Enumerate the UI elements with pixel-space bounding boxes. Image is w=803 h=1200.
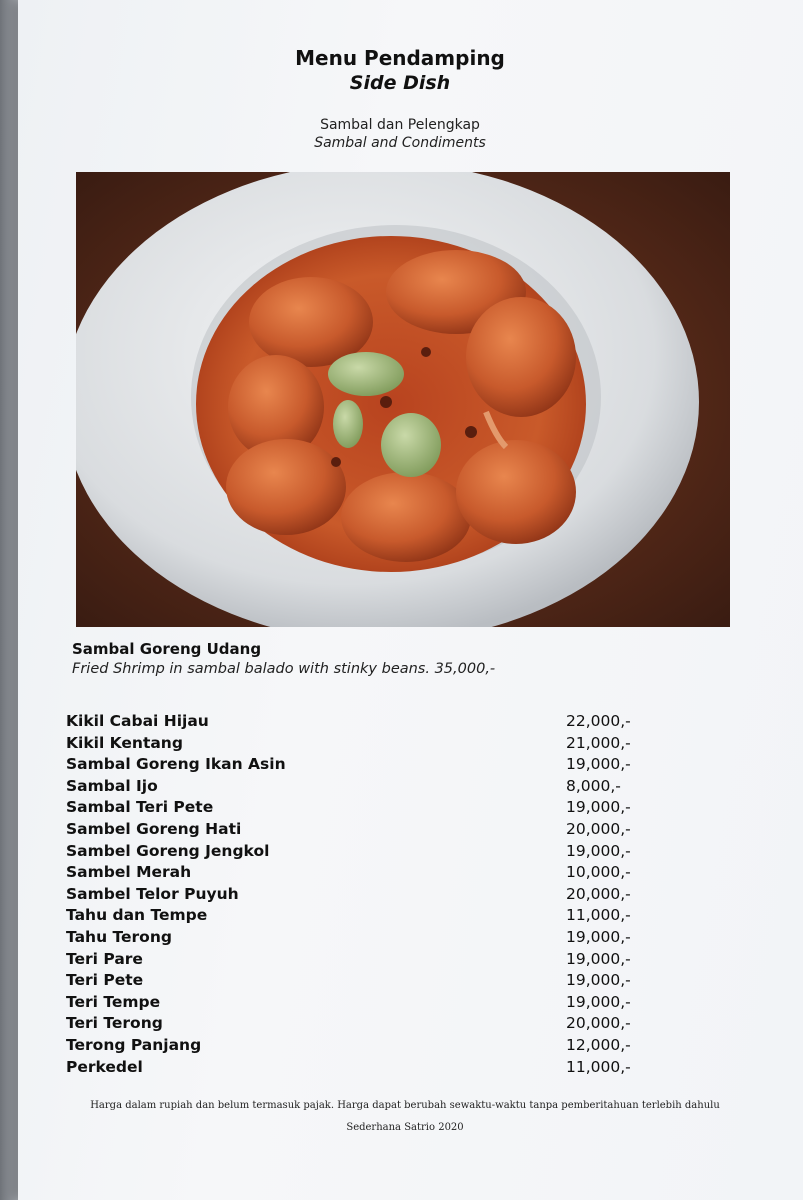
menu-item-name: Teri Tempe <box>66 992 161 1011</box>
menu-item-price: 12,000,- <box>566 1035 631 1054</box>
menu-item-price: 19,000,- <box>566 798 631 817</box>
menu-item-price: 19,000,- <box>566 971 631 990</box>
shrimp-sambal-image <box>76 172 730 627</box>
menu-item <box>66 712 666 734</box>
featured-dish-name: Sambal Goreng Udang <box>72 640 262 658</box>
menu-item <box>66 1036 666 1058</box>
menu-item-name: Sambel Telor Puyuh <box>66 884 239 903</box>
price-disclaimer: Harga dalam rupiah dan belum termasuk pajak. Harga dapat berubah sewaktu-waktu tanpa pemberitahuan terlebih dahulu <box>90 1100 720 1111</box>
menu-item-price: 8,000,- <box>566 776 621 795</box>
menu-item-name: Tahu Terong <box>66 927 172 946</box>
menu-item <box>66 734 666 756</box>
menu-title: Menu Pendamping <box>295 46 505 70</box>
menu-item <box>66 1014 666 1036</box>
menu-item <box>66 820 666 842</box>
menu-item-name: Kikil Kentang <box>66 733 183 752</box>
menu-item <box>66 950 666 972</box>
menu-item <box>66 971 666 993</box>
menu-item-price: 19,000,- <box>566 927 631 946</box>
menu-item-price: 10,000,- <box>566 863 631 882</box>
menu-item <box>66 906 666 928</box>
side-dish-list <box>66 712 666 1079</box>
section-subtitle: Sambal dan Pelengkap <box>320 117 480 133</box>
menu-item-name: Sambal Goreng Ikan Asin <box>66 755 286 774</box>
menu-item <box>66 777 666 799</box>
menu-item-price: 20,000,- <box>566 884 631 903</box>
menu-item <box>66 993 666 1015</box>
menu-item-price: 19,000,- <box>566 949 631 968</box>
menu-item <box>66 885 666 907</box>
menu-item-name: Teri Terong <box>66 1014 163 1033</box>
menu-item <box>66 842 666 864</box>
menu-item-name: Sambel Goreng Hati <box>66 819 242 838</box>
menu-item <box>66 863 666 885</box>
menu-item-name: Perkedel <box>66 1057 143 1076</box>
menu-item-price: 20,000,- <box>566 1014 631 1033</box>
menu-item <box>66 1058 666 1080</box>
menu-item-name: Kikil Cabai Hijau <box>66 712 209 730</box>
menu-item-price: 20,000,- <box>566 819 631 838</box>
menu-item-name: Teri Pete <box>66 971 144 990</box>
menu-item-price: 19,000,- <box>566 992 631 1011</box>
menu-binding-edge <box>0 0 18 1200</box>
menu-item-price: 19,000,- <box>566 841 631 860</box>
menu-item-name: Tahu dan Tempe <box>66 906 208 925</box>
dish-photo <box>76 172 730 627</box>
menu-item <box>66 798 666 820</box>
menu-item-name: Teri Pare <box>66 949 143 968</box>
menu-item-name: Terong Panjang <box>66 1035 202 1054</box>
menu-item-price: 21,000,- <box>566 733 631 752</box>
menu-item-name: Sambal Ijo <box>66 776 158 795</box>
menu-item-price: 19,000,- <box>566 755 631 774</box>
menu-item-price: 11,000,- <box>566 1057 631 1076</box>
menu-item-price: 11,000,- <box>566 906 631 925</box>
menu-item-name: Sambel Goreng Jengkol <box>66 841 270 860</box>
menu-item-name: Sambal Teri Pete <box>66 798 214 817</box>
menu-item-name: Sambel Merah <box>66 863 192 882</box>
menu-item <box>66 928 666 950</box>
footer-credit: Sederhana Satrio 2020 <box>346 1122 464 1133</box>
section-subtitle-english: Sambal and Condiments <box>314 135 486 151</box>
menu-item <box>66 755 666 777</box>
featured-dish-description: Fried Shrimp in sambal balado with stinky beans. 35,000,- <box>72 661 496 677</box>
menu-title-english: Side Dish <box>349 72 451 94</box>
menu-item-price: 22,000,- <box>566 712 631 730</box>
